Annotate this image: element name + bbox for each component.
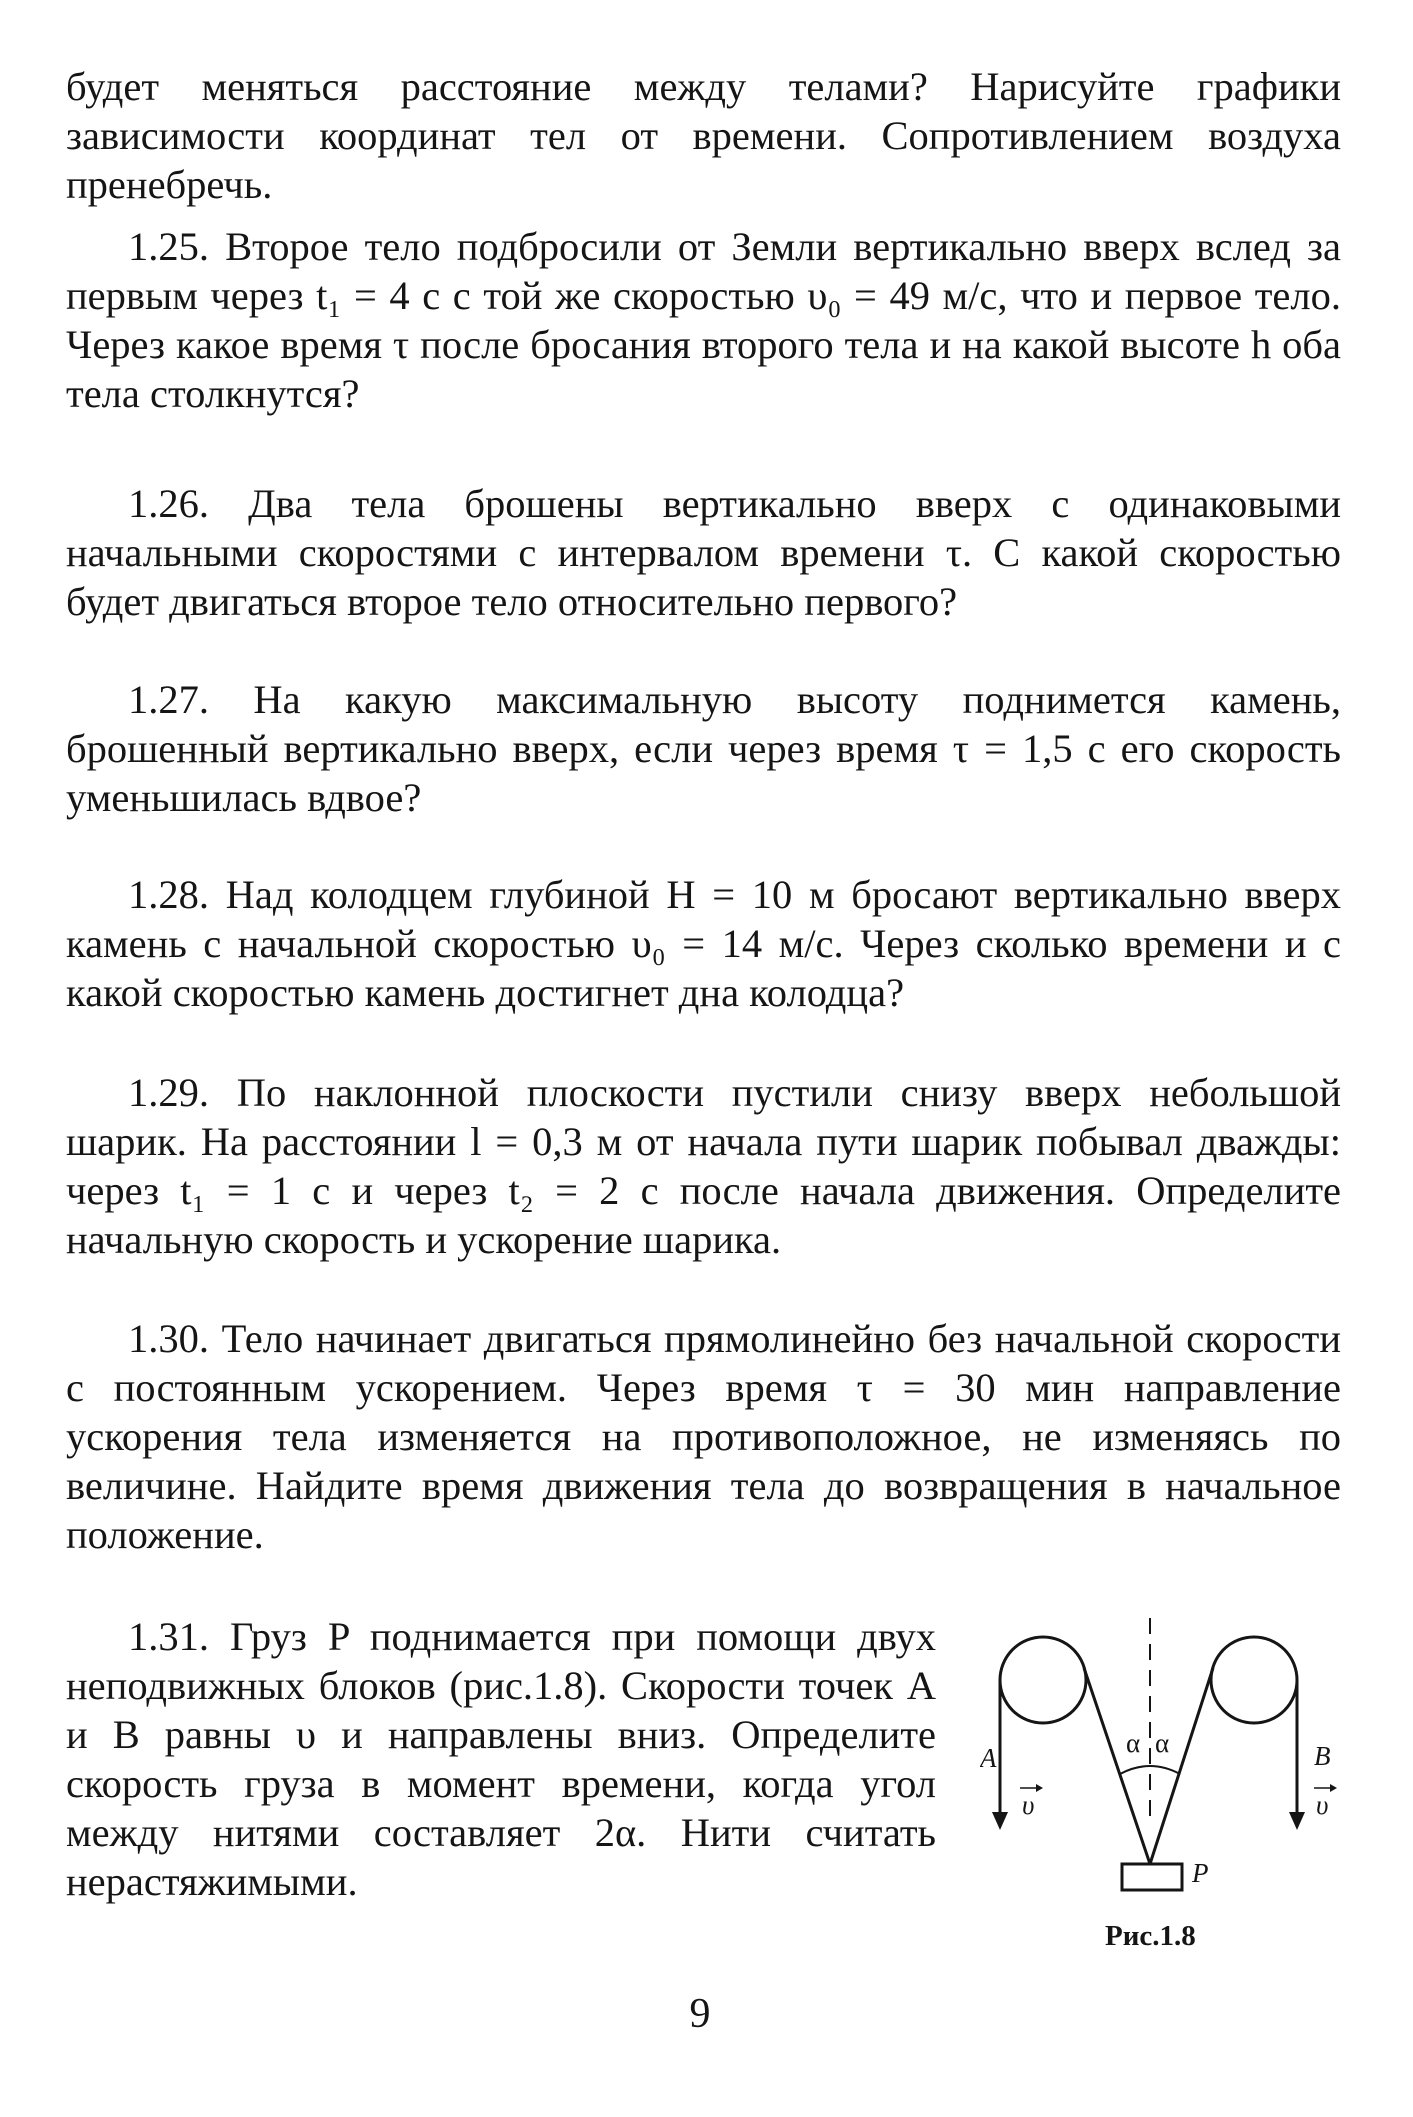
problem-text: По наклонной плоскости пустили снизу вверх небольшой шарик. На расстоянии l = 0,3 м от начала пути шарик побывал дважды: через t₁ = 1 с и через t₂ = 2 с после начала движения. Определите начальную скорость и ускорение шарика. [66, 1070, 1342, 1262]
pulley-figure [980, 1612, 1350, 1972]
problem-number: 1.26. [128, 481, 209, 526]
problem-number: 1.29. [128, 1070, 209, 1115]
problem-1-31 [66, 1612, 936, 1906]
angle-arc [1120, 1766, 1180, 1774]
right-velocity-arrowhead [1289, 1812, 1305, 1830]
problem-number: 1.30. [128, 1316, 209, 1361]
label-alpha-left: α [1126, 1728, 1141, 1758]
intro-paragraph: будет меняться расстояние между телами? Нарисуйте графики зависимости координат тел от времени. Сопротивлением воздуха пренебречь. [66, 64, 1341, 207]
problem-1-29 [66, 1068, 1341, 1264]
problem-number: 1.25. [128, 224, 209, 269]
left-pulley [1000, 1637, 1086, 1723]
problem-1-27 [66, 675, 1341, 822]
figure-caption: Рис.1.8 [1105, 1920, 1196, 1952]
pulley-diagram [980, 1612, 1350, 1942]
problem-text: Второе тело подбросили от Земли вертикально вверх вслед за первым через t₁ = 4 с с той же скоростью υ₀ = 49 м/с, что и первое тело. Через какое время τ после бросания второго тела и на какой высоте h оба тела столкнутся? [66, 224, 1341, 416]
label-v-left: υ [1022, 1790, 1035, 1820]
label-a: A [980, 1743, 997, 1773]
label-alpha-right: α [1155, 1728, 1170, 1758]
problem-number: 1.28. [128, 872, 209, 917]
problem-1-28 [66, 870, 1341, 1017]
problem-number: 1.31. [128, 1614, 209, 1659]
problem-text: Тело начинает двигаться прямолинейно без начальной скорости с постоянным ускорением. Через время τ = 30 мин направление ускорения тела изменяется на противоположное, не изменяясь по величине. Найдите время движения тела до возвращения в начальное положение. [66, 1316, 1342, 1557]
problem-number: 1.27. [128, 677, 209, 722]
label-v-right: υ [1316, 1790, 1329, 1820]
problem-1-25 [66, 222, 1341, 418]
right-vector-mark-head [1330, 1784, 1337, 1792]
label-b: B [1314, 1741, 1331, 1771]
problem-text: Два тела брошены вертикально вверх с одинаковыми начальными скоростями с интервалом времени τ. С какой скоростью будет двигаться второе тело относительно первого? [66, 481, 1341, 624]
page-number: 9 [689, 1991, 711, 2037]
problem-text: На какую максимальную высоту поднимется камень, брошенный вертикально вверх, если через время τ = 1,5 с его скорость уменьшилась вдвое? [66, 677, 1342, 820]
problem-1-30 [66, 1314, 1341, 1559]
label-p: P [1192, 1858, 1209, 1888]
left-velocity-arrowhead [992, 1812, 1008, 1830]
left-vector-mark-head [1036, 1784, 1043, 1792]
problem-text: Груз P поднимается при помощи двух неподвижных блоков (рис.1.8). Скорости точек A и B равны υ и направлены вниз. Определите скорость груза в момент времени, когда угол между нитями составляет 2α. Нити считать нерастяжимыми. [66, 1614, 936, 1904]
load-box [1122, 1864, 1182, 1890]
problem-text: Над колодцем глубиной H = 10 м бросают вертикально вверх камень с начальной скоростью υ₀ = 14 м/с. Через сколько времени и с какой скоростью камень достигнет дна колодца? [66, 872, 1341, 1015]
right-pulley [1211, 1637, 1297, 1723]
problem-1-26 [66, 479, 1341, 626]
